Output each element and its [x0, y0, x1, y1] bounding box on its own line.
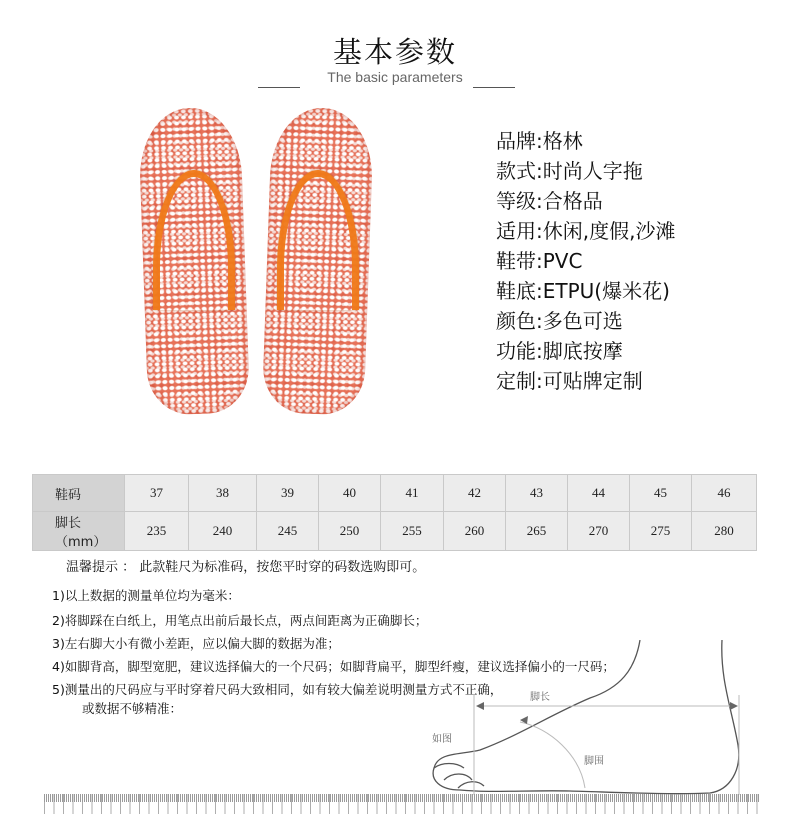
spec-brand: 品牌:格林 — [496, 129, 583, 153]
tip-item-4: 4)如脚背高，脚型宽肥，建议选择偏大的一个尺码；如脚背扁平，脚型纤瘦，建议选择偏小的一尺码； — [52, 659, 615, 674]
table-cell: 280 — [692, 512, 757, 551]
spec-function: 功能:脚底按摩 — [496, 339, 623, 363]
tip-item-5: 5)测量出的尺码应与平时穿着尺码大致相同，如有较大偏差说明测量方式不正确， — [52, 682, 503, 697]
table-cell: 40 — [319, 475, 381, 512]
table-cell: 37 — [125, 475, 189, 512]
table-row-shoe-size — [33, 475, 757, 512]
foot-outline — [433, 640, 739, 794]
table-cell: 44 — [568, 475, 630, 512]
table-cell: 275 — [630, 512, 692, 551]
tip-item-5-continued: 或数据不够精准： — [82, 701, 183, 716]
tip-item-3: 3)左右脚大小有微小差距，应以偏大脚的数据为准； — [52, 636, 340, 651]
table-cell: 45 — [630, 475, 692, 512]
table-cell: 245 — [257, 512, 319, 551]
spec-list — [496, 126, 675, 396]
table-cell: 260 — [444, 512, 506, 551]
table-cell: 41 — [381, 475, 444, 512]
title-divider-left — [258, 87, 300, 88]
girth-curve — [520, 722, 585, 788]
spec-sole: 鞋底:ETPU(爆米花) — [496, 279, 670, 303]
table-cell: 43 — [506, 475, 568, 512]
table-cell: 39 — [257, 475, 319, 512]
arrow-right-icon — [730, 702, 738, 710]
table-cell: 235 — [125, 512, 189, 551]
foot-measurement-diagram — [420, 640, 790, 800]
example-label: 如图 — [432, 734, 452, 745]
table-cell: 240 — [189, 512, 257, 551]
foot-length-label: 脚长 — [530, 692, 550, 703]
spec-strap: 鞋带:PVC — [496, 249, 583, 273]
table-row-foot-length — [33, 512, 757, 551]
table-cell: 38 — [189, 475, 257, 512]
tip-item-1: 1)以上数据的测量单位均为毫米： — [52, 588, 240, 603]
spec-color: 颜色:多色可选 — [496, 309, 623, 333]
table-cell: 250 — [319, 512, 381, 551]
product-image-flip-flops — [143, 108, 369, 420]
row-header-foot-length: 脚长（mm） — [33, 512, 125, 551]
tip-item-2: 2)将脚踩在白纸上，用笔点出前后最长点，两点间距离为正确脚长； — [52, 613, 428, 628]
tip-notice: 温馨提示 ： 此款鞋尺为标准码，按您平时穿的码数选购即可。 — [66, 560, 426, 575]
table-cell: 270 — [568, 512, 630, 551]
row-header-shoe-size: 鞋码 — [33, 475, 125, 512]
spec-style: 款式:时尚人字拖 — [496, 159, 643, 183]
table-cell: 46 — [692, 475, 757, 512]
title-divider-right — [473, 87, 515, 88]
spec-grade: 等级:合格品 — [496, 189, 603, 213]
table-cell: 255 — [381, 512, 444, 551]
page-title: 基本参数 — [332, 35, 457, 69]
page-subtitle: The basic parameters — [327, 69, 463, 85]
spec-customization: 定制:可贴牌定制 — [496, 369, 643, 393]
foot-girth-label: 脚围 — [584, 756, 604, 767]
table-cell: 42 — [444, 475, 506, 512]
size-chart-table — [32, 474, 757, 551]
section-header — [0, 28, 790, 98]
table-cell: 265 — [506, 512, 568, 551]
arrow-left-icon — [476, 702, 484, 710]
ruler-graphic — [44, 794, 760, 816]
spec-usage: 适用:休闲,度假,沙滩 — [496, 219, 676, 243]
ruler-major-ticks — [44, 794, 760, 814]
toe-lines — [434, 764, 484, 789]
